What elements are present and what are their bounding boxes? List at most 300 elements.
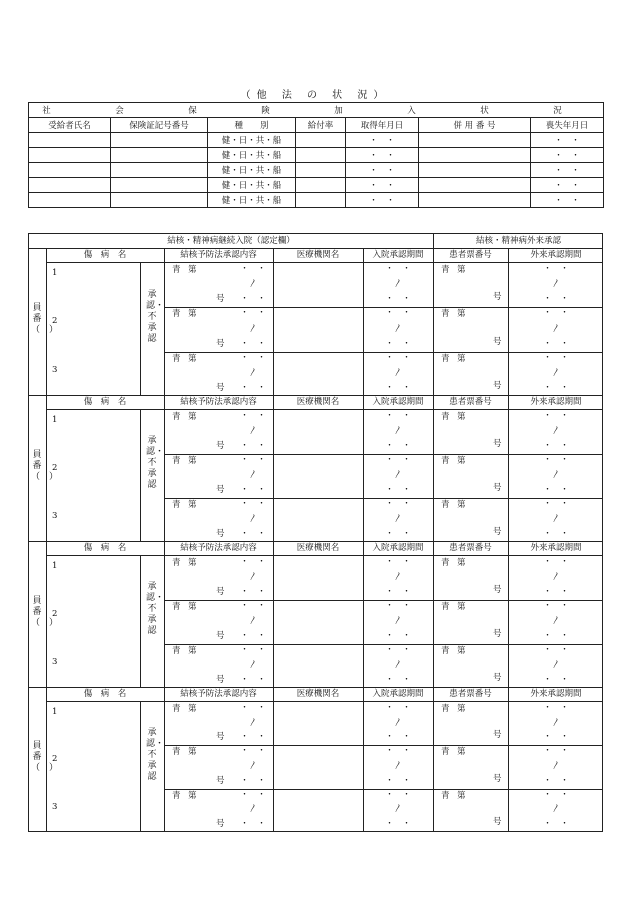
disease-name-input[interactable] (60, 311, 138, 347)
ao-label: 青 (172, 646, 181, 656)
go-label: 号 (216, 338, 225, 349)
sub-column-header: 患者票番号 (449, 543, 492, 553)
approval-start-date[interactable]: ・ ・ (240, 645, 266, 655)
acquisition-date-cell[interactable]: ・ ・ (346, 148, 419, 163)
dai-label: 第 (188, 456, 197, 466)
row-number: 2 (52, 316, 58, 327)
go-label: 号 (493, 439, 502, 449)
insurance-column-header: 喪失年月日 (531, 118, 604, 133)
institution-name-input[interactable] (275, 309, 361, 349)
ao-label: 青 (441, 456, 450, 466)
inpatient-start-date[interactable]: ・ ・ (385, 746, 411, 757)
ao-label: 青 (441, 309, 450, 320)
dai-label: 第 (457, 747, 466, 758)
tilde-mark: 〳 (248, 367, 258, 378)
sub-column-header: 入院承認期間 (372, 543, 424, 553)
tilde-mark: 〳 (393, 367, 403, 378)
row-number: 3 (52, 801, 58, 812)
tilde-mark: 〳 (393, 426, 403, 436)
inpatient-start-date[interactable]: ・ ・ (385, 601, 411, 611)
insurance-type-cell[interactable]: 健・日・共・船 (208, 148, 296, 163)
divider (164, 454, 602, 455)
dai-label: 第 (457, 602, 466, 612)
approval-start-date[interactable]: ・ ・ (240, 601, 266, 611)
row-number: 1 (52, 707, 58, 717)
insurance-input-cell[interactable] (29, 178, 111, 193)
insurance-row (29, 193, 604, 208)
go-label: 号 (493, 336, 502, 347)
tilde-mark: 〳 (551, 279, 561, 290)
approval-end-date[interactable]: ・ ・ (240, 529, 266, 539)
acquisition-date-cell[interactable]: ・ ・ (346, 133, 419, 148)
outpatient-start-date[interactable]: ・ ・ (543, 308, 569, 319)
ao-label: 青 (172, 353, 181, 364)
acquisition-date-cell[interactable]: ・ ・ (346, 163, 419, 178)
inpatient-start-date[interactable]: ・ ・ (385, 645, 411, 655)
go-label: 号 (216, 529, 225, 539)
approval-status-label[interactable]: 承認・不承認 (146, 289, 165, 344)
insurance-input-cell[interactable] (296, 133, 346, 148)
disease-name-input[interactable] (60, 706, 138, 741)
insurance-input-cell[interactable] (111, 148, 208, 163)
tilde-mark: 〳 (248, 426, 258, 436)
sub-column-header: 結核予防法承認内容 (180, 250, 257, 260)
insurance-input-cell[interactable] (29, 148, 111, 163)
sub-column-header: 入院承認期間 (372, 689, 424, 699)
divider (46, 701, 602, 702)
approval-start-date[interactable]: ・ ・ (240, 308, 266, 319)
go-label: 号 (493, 817, 502, 827)
inpatient-start-date[interactable]: ・ ・ (385, 411, 411, 421)
outpatient-start-date[interactable]: ・ ・ (543, 411, 569, 421)
loss-date-cell[interactable]: ・ ・ (531, 148, 604, 163)
dai-label: 第 (457, 646, 466, 656)
ao-label: 青 (172, 558, 181, 568)
sub-column-header: 結核予防法承認内容 (180, 397, 257, 407)
go-label: 号 (216, 631, 225, 641)
tilde-mark: 〳 (393, 761, 403, 771)
go-label: 号 (216, 732, 225, 743)
divider (140, 410, 141, 541)
insurance-row (29, 133, 604, 148)
member-number-label: 員番（ ） (31, 741, 59, 773)
go-label: 号 (493, 673, 502, 683)
tilde-mark: 〳 (248, 616, 258, 626)
sub-column-header: 患者票番号 (449, 397, 492, 407)
divider (46, 688, 47, 831)
institution-name-input[interactable] (275, 646, 361, 686)
inpatient-end-date[interactable]: ・ ・ (385, 338, 411, 349)
outpatient-start-date[interactable]: ・ ・ (543, 746, 569, 757)
member-block (28, 688, 603, 832)
outpatient-end-date[interactable]: ・ ・ (543, 819, 569, 829)
outpatient-end-date[interactable]: ・ ・ (543, 294, 569, 305)
insurance-type-cell[interactable]: 健・日・共・船 (208, 193, 296, 208)
divider (164, 789, 602, 790)
inpatient-start-date[interactable]: ・ ・ (385, 703, 411, 713)
tilde-mark: 〳 (551, 761, 561, 771)
insurance-input-cell[interactable] (111, 193, 208, 208)
institution-name-input[interactable] (275, 412, 361, 452)
divider (164, 307, 602, 308)
ao-label: 青 (172, 412, 181, 422)
outpatient-end-date[interactable]: ・ ・ (543, 631, 569, 641)
dai-label: 第 (188, 646, 197, 656)
tilde-mark: 〳 (551, 426, 561, 436)
divider (433, 542, 434, 687)
go-label: 号 (493, 773, 502, 784)
ao-label: 青 (441, 704, 450, 714)
approval-status-label[interactable]: 承認・不承認 (146, 436, 165, 491)
go-label: 号 (493, 730, 502, 741)
ao-label: 青 (172, 602, 181, 612)
page-title: （他 法 の 状 況） (240, 90, 390, 101)
divider (140, 702, 141, 831)
outpatient-end-date[interactable]: ・ ・ (543, 441, 569, 451)
sub-column-header: 入院承認期間 (372, 250, 424, 260)
loss-date-cell[interactable]: ・ ・ (531, 193, 604, 208)
acquisition-date-cell[interactable]: ・ ・ (346, 178, 419, 193)
ao-label: 青 (172, 747, 181, 758)
institution-name-input[interactable] (275, 791, 361, 830)
approval-start-date[interactable]: ・ ・ (240, 703, 266, 713)
dai-label: 第 (457, 309, 466, 320)
dai-label: 第 (188, 602, 197, 612)
member-block (28, 396, 603, 542)
insurance-input-cell[interactable] (111, 178, 208, 193)
divider (164, 249, 165, 395)
tilde-mark: 〳 (551, 470, 561, 480)
row-number: 3 (52, 511, 58, 521)
sub-column-header: 入院承認期間 (372, 397, 424, 407)
disease-name-input[interactable] (60, 502, 138, 538)
outpatient-end-date[interactable]: ・ ・ (543, 338, 569, 349)
divider (433, 688, 434, 831)
insurance-table (28, 102, 604, 208)
divider (164, 644, 602, 645)
insurance-input-cell[interactable] (29, 133, 111, 148)
dai-label: 第 (188, 790, 197, 801)
tb-header-bar (28, 233, 603, 249)
inpatient-end-date[interactable]: ・ ・ (385, 675, 411, 685)
tilde-mark: 〳 (248, 279, 258, 290)
insurance-input-cell[interactable] (419, 163, 531, 178)
tilde-mark: 〳 (551, 323, 561, 334)
loss-date-cell[interactable]: ・ ・ (531, 163, 604, 178)
tilde-mark: 〳 (393, 804, 403, 815)
member-block (28, 249, 603, 396)
outpatient-end-date[interactable]: ・ ・ (543, 587, 569, 597)
sub-column-header: 外来承認期間 (530, 397, 582, 407)
inpatient-end-date[interactable]: ・ ・ (385, 294, 411, 305)
outpatient-start-date[interactable]: ・ ・ (543, 601, 569, 611)
insurance-header: 社 会 保 険 加 入 状 況 (29, 103, 604, 118)
tilde-mark: 〳 (248, 660, 258, 670)
tilde-mark: 〳 (248, 323, 258, 334)
tilde-mark: 〳 (551, 514, 561, 524)
go-label: 号 (216, 587, 225, 597)
inpatient-end-date[interactable]: ・ ・ (385, 819, 411, 829)
inpatient-end-date[interactable]: ・ ・ (385, 775, 411, 786)
dai-label: 第 (188, 412, 197, 422)
inpatient-end-date[interactable]: ・ ・ (385, 587, 411, 597)
tilde-mark: 〳 (393, 323, 403, 334)
divider (273, 396, 274, 541)
disease-name-input[interactable] (60, 458, 138, 494)
divider (164, 688, 165, 831)
tilde-mark: 〳 (551, 717, 561, 728)
ao-label: 青 (441, 558, 450, 568)
approval-end-date[interactable]: ・ ・ (240, 631, 266, 641)
divider (140, 263, 141, 395)
row-number: 2 (52, 754, 58, 765)
go-label: 号 (216, 675, 225, 685)
approval-start-date[interactable]: ・ ・ (240, 499, 266, 509)
dai-label: 第 (457, 412, 466, 422)
disease-name-input[interactable] (60, 414, 138, 450)
dai-label: 第 (457, 790, 466, 801)
approval-end-date[interactable]: ・ ・ (240, 675, 266, 685)
divider (46, 396, 47, 541)
go-label: 号 (216, 383, 225, 393)
outpatient-start-date[interactable]: ・ ・ (543, 789, 569, 800)
tilde-mark: 〳 (551, 616, 561, 626)
tilde-mark: 〳 (248, 761, 258, 771)
institution-name-input[interactable] (275, 558, 361, 598)
tilde-mark: 〳 (393, 572, 403, 582)
approval-status-label[interactable]: 承認・不承認 (146, 582, 165, 637)
go-label: 号 (216, 819, 225, 829)
outpatient-start-date[interactable]: ・ ・ (543, 645, 569, 655)
outpatient-start-date[interactable]: ・ ・ (543, 703, 569, 713)
ao-label: 青 (441, 747, 450, 758)
member-number-label: 員番（ ） (31, 302, 59, 335)
divider (46, 262, 602, 263)
divider (433, 249, 434, 395)
loss-date-cell[interactable]: ・ ・ (531, 133, 604, 148)
divider (46, 409, 602, 410)
tilde-mark: 〳 (551, 660, 561, 670)
divider (164, 542, 165, 687)
insurance-input-cell[interactable] (111, 163, 208, 178)
institution-name-input[interactable] (275, 456, 361, 496)
tilde-mark: 〳 (248, 572, 258, 582)
sub-column-header: 傷 病 名 (83, 689, 127, 699)
inpatient-end-date[interactable]: ・ ・ (385, 529, 411, 539)
sub-column-header: 結核予防法承認内容 (180, 689, 257, 699)
sub-column-header: 外来承認期間 (530, 689, 582, 699)
dai-label: 第 (188, 353, 197, 364)
dai-label: 第 (457, 353, 466, 364)
inpatient-end-date[interactable]: ・ ・ (385, 441, 411, 451)
outpatient-end-date[interactable]: ・ ・ (543, 775, 569, 786)
outpatient-end-date[interactable]: ・ ・ (543, 732, 569, 743)
disease-name-input[interactable] (60, 648, 138, 684)
go-label: 号 (493, 585, 502, 595)
outpatient-end-date[interactable]: ・ ・ (543, 675, 569, 685)
divider (273, 688, 274, 831)
insurance-type-cell[interactable]: 健・日・共・船 (208, 133, 296, 148)
member-number-label: 員番（ ） (31, 449, 59, 482)
insurance-input-cell[interactable] (29, 163, 111, 178)
outpatient-start-date[interactable]: ・ ・ (543, 264, 569, 274)
tilde-mark: 〳 (551, 572, 561, 582)
sub-column-header: 医療機関名 (296, 543, 340, 553)
divider (164, 600, 602, 601)
disease-name-input[interactable] (60, 749, 138, 784)
dai-label: 第 (457, 456, 466, 466)
outpatient-start-date[interactable]: ・ ・ (543, 352, 569, 363)
inpatient-start-date[interactable]: ・ ・ (385, 789, 411, 800)
outpatient-end-date[interactable]: ・ ・ (543, 485, 569, 495)
inpatient-end-date[interactable]: ・ ・ (385, 383, 411, 393)
approval-start-date[interactable]: ・ ・ (240, 746, 266, 757)
approval-start-date[interactable]: ・ ・ (240, 264, 266, 274)
dai-label: 第 (188, 265, 197, 275)
go-label: 号 (493, 292, 502, 303)
approval-end-date[interactable]: ・ ・ (240, 294, 266, 305)
institution-name-input[interactable] (275, 265, 361, 305)
inpatient-start-date[interactable]: ・ ・ (385, 455, 411, 465)
ao-label: 青 (172, 790, 181, 801)
tilde-mark: 〳 (393, 470, 403, 480)
tb-header-right: 結核・精神病外来承認 (475, 236, 561, 246)
divider (164, 745, 602, 746)
insurance-column-header: 保険証記号番号 (111, 118, 208, 133)
ao-label: 青 (441, 602, 450, 612)
ao-label: 青 (172, 500, 181, 510)
dai-label: 第 (188, 747, 197, 758)
insurance-input-cell[interactable] (296, 148, 346, 163)
ao-label: 青 (441, 500, 450, 510)
institution-name-input[interactable] (275, 500, 361, 540)
insurance-input-cell[interactable] (419, 133, 531, 148)
disease-name-input[interactable] (60, 793, 138, 828)
outpatient-end-date[interactable]: ・ ・ (543, 529, 569, 539)
row-number: 1 (52, 268, 58, 278)
approval-end-date[interactable]: ・ ・ (240, 732, 266, 743)
approval-start-date[interactable]: ・ ・ (240, 352, 266, 363)
inpatient-start-date[interactable]: ・ ・ (385, 308, 411, 319)
go-label: 号 (216, 441, 225, 451)
tilde-mark: 〳 (248, 804, 258, 815)
ao-label: 青 (172, 456, 181, 466)
insurance-input-cell[interactable] (419, 193, 531, 208)
insurance-column-header: 受給者氏名 (29, 118, 111, 133)
sub-column-header: 傷 病 名 (83, 543, 127, 553)
approval-end-date[interactable]: ・ ・ (240, 775, 266, 786)
inpatient-start-date[interactable]: ・ ・ (385, 557, 411, 567)
insurance-input-cell[interactable] (296, 178, 346, 193)
insurance-type-cell[interactable]: 健・日・共・船 (208, 178, 296, 193)
sub-column-header: 医療機関名 (296, 689, 340, 699)
approval-end-date[interactable]: ・ ・ (240, 485, 266, 495)
institution-name-input[interactable] (275, 704, 361, 743)
disease-name-input[interactable] (60, 560, 138, 596)
divider (46, 542, 47, 687)
approval-start-date[interactable]: ・ ・ (240, 411, 266, 421)
insurance-column-header: 給付率 (296, 118, 346, 133)
approval-end-date[interactable]: ・ ・ (240, 587, 266, 597)
approval-start-date[interactable]: ・ ・ (240, 455, 266, 465)
insurance-input-cell[interactable] (296, 193, 346, 208)
dai-label: 第 (188, 558, 197, 568)
sub-column-header: 傷 病 名 (83, 250, 127, 260)
inpatient-start-date[interactable]: ・ ・ (385, 352, 411, 363)
inpatient-start-date[interactable]: ・ ・ (385, 264, 411, 274)
insurance-type-cell[interactable]: 健・日・共・船 (208, 163, 296, 178)
sub-column-header: 外来承認期間 (530, 250, 582, 260)
inpatient-end-date[interactable]: ・ ・ (385, 732, 411, 743)
approval-end-date[interactable]: ・ ・ (240, 819, 266, 829)
outpatient-start-date[interactable]: ・ ・ (543, 455, 569, 465)
approval-start-date[interactable]: ・ ・ (240, 789, 266, 800)
insurance-input-cell[interactable] (29, 193, 111, 208)
approval-status-label[interactable]: 承認・不承認 (146, 728, 165, 782)
disease-name-input[interactable] (60, 267, 138, 303)
tilde-mark: 〳 (393, 717, 403, 728)
ao-label: 青 (441, 412, 450, 422)
row-number: 3 (52, 657, 58, 667)
divider (164, 498, 602, 499)
ao-label: 青 (172, 704, 181, 714)
approval-end-date[interactable]: ・ ・ (240, 383, 266, 393)
institution-name-input[interactable] (275, 747, 361, 786)
institution-name-input[interactable] (275, 602, 361, 642)
tilde-mark: 〳 (551, 367, 561, 378)
approval-end-date[interactable]: ・ ・ (240, 338, 266, 349)
insurance-input-cell[interactable] (419, 148, 531, 163)
insurance-input-cell[interactable] (296, 163, 346, 178)
disease-name-input[interactable] (60, 356, 138, 392)
row-number: 1 (52, 561, 58, 571)
inpatient-start-date[interactable]: ・ ・ (385, 499, 411, 509)
dai-label: 第 (457, 265, 466, 275)
ao-label: 青 (441, 646, 450, 656)
go-label: 号 (216, 485, 225, 495)
tilde-mark: 〳 (248, 717, 258, 728)
institution-name-input[interactable] (275, 354, 361, 394)
disease-name-input[interactable] (60, 604, 138, 640)
approval-end-date[interactable]: ・ ・ (240, 441, 266, 451)
sub-column-header: 外来承認期間 (530, 543, 582, 553)
ao-label: 青 (441, 265, 450, 275)
insurance-input-cell[interactable] (111, 133, 208, 148)
outpatient-start-date[interactable]: ・ ・ (543, 557, 569, 567)
go-label: 号 (493, 381, 502, 391)
row-number: 3 (52, 364, 58, 375)
sub-column-header: 結核予防法承認内容 (180, 543, 257, 553)
inpatient-end-date[interactable]: ・ ・ (385, 485, 411, 495)
outpatient-start-date[interactable]: ・ ・ (543, 499, 569, 509)
ao-label: 青 (441, 790, 450, 801)
acquisition-date-cell[interactable]: ・ ・ (346, 193, 419, 208)
ao-label: 青 (172, 309, 181, 320)
dai-label: 第 (457, 558, 466, 568)
tilde-mark: 〳 (248, 514, 258, 524)
divider (164, 396, 165, 541)
divider (46, 249, 47, 395)
dai-label: 第 (188, 704, 197, 714)
outpatient-end-date[interactable]: ・ ・ (543, 383, 569, 393)
insurance-column-header: 取得年月日 (346, 118, 419, 133)
loss-date-cell[interactable]: ・ ・ (531, 178, 604, 193)
inpatient-end-date[interactable]: ・ ・ (385, 631, 411, 641)
approval-start-date[interactable]: ・ ・ (240, 557, 266, 567)
insurance-row (29, 163, 604, 178)
ao-label: 青 (441, 353, 450, 364)
insurance-input-cell[interactable] (419, 178, 531, 193)
